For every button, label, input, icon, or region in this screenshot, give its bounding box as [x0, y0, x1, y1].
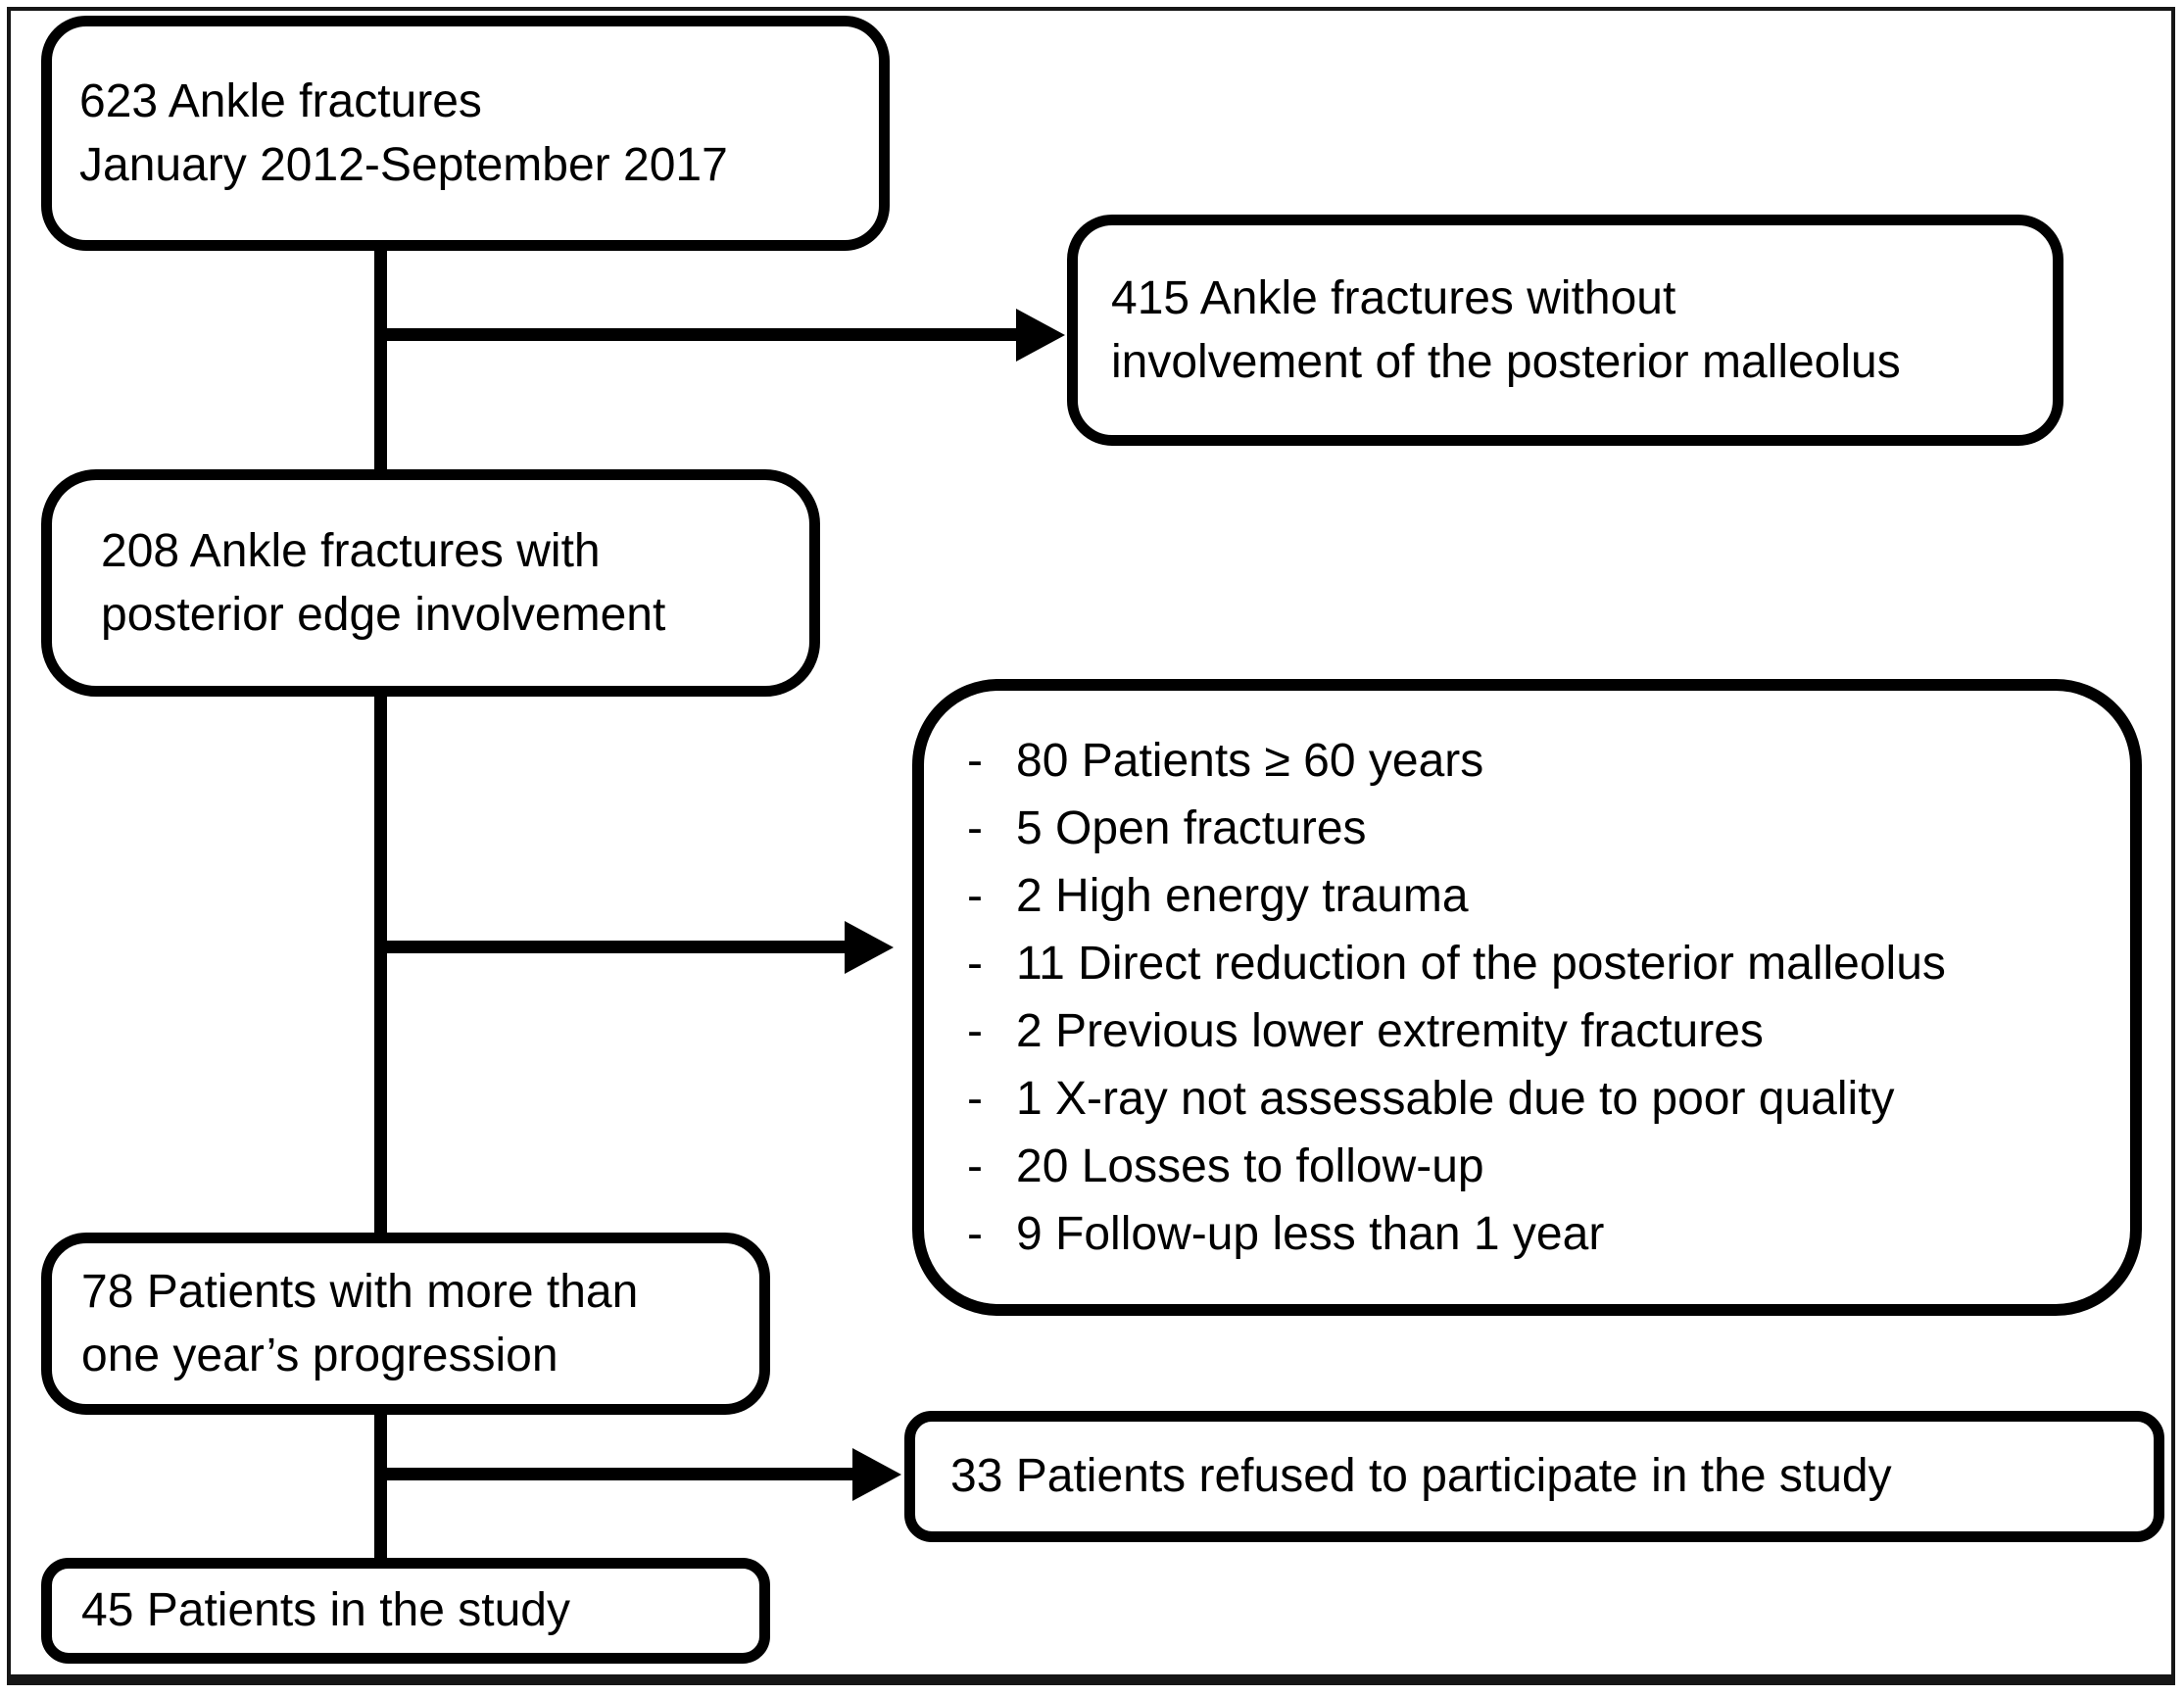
box-posterior-edge-involvement: [41, 469, 820, 697]
horizontal-connector: [374, 328, 1018, 341]
box-text-line: January 2012-September 2017: [79, 139, 728, 191]
exclusion-item-text: 2 High energy trauma: [1016, 870, 1469, 922]
exclusion-item: [967, 727, 2130, 795]
vertical-connector: [374, 1409, 387, 1564]
exclusion-item: [967, 1200, 2130, 1268]
horizontal-connector: [374, 941, 847, 953]
list-dash: -: [967, 735, 983, 787]
box-text-line: 415 Ankle fractures without: [1111, 271, 1676, 324]
exclusion-item-text: 1 X-ray not assessable due to poor quality: [1016, 1073, 1895, 1125]
exclusion-item: [967, 1133, 2130, 1200]
box-text-line: 78 Patients with more than: [81, 1265, 639, 1318]
list-dash: -: [967, 1140, 983, 1192]
arrowhead-icon: [1016, 309, 1065, 362]
exclusion-item-text: 20 Losses to follow-up: [1016, 1140, 1484, 1192]
exclusion-item: [967, 1065, 2130, 1133]
box-text-line: one year’s progression: [81, 1330, 558, 1381]
arrowhead-icon: [845, 921, 894, 974]
exclusion-item: [967, 997, 2130, 1065]
exclusion-item-text: 5 Open fractures: [1016, 802, 1367, 854]
horizontal-connector: [374, 1468, 854, 1480]
exclusion-item: [967, 862, 2130, 930]
box-exclusion-criteria: [912, 679, 2142, 1316]
list-dash: -: [967, 1005, 983, 1057]
exclusion-item: [967, 930, 2130, 997]
exclusion-item: [967, 795, 2130, 862]
vertical-connector: [374, 690, 387, 1238]
list-dash: -: [967, 870, 983, 922]
box-one-year-progression: [41, 1233, 770, 1415]
list-dash: -: [967, 1208, 983, 1260]
arrowhead-icon: [852, 1448, 901, 1501]
exclusion-item-text: 11 Direct reduction of the posterior malleolus: [1016, 938, 1946, 990]
exclusion-item-text: 2 Previous lower extremity fractures: [1016, 1005, 1764, 1057]
exclusion-item-text: 9 Follow-up less than 1 year: [1016, 1208, 1605, 1260]
exclusion-item-text: 80 Patients ≥ 60 years: [1016, 735, 1484, 787]
list-dash: -: [967, 938, 983, 990]
box-text-line: 623 Ankle fractures: [79, 74, 482, 127]
list-dash: -: [967, 802, 983, 854]
box-text-line: 45 Patients in the study: [81, 1584, 570, 1637]
box-text-line: 33 Patients refused to participate in the study: [950, 1450, 1892, 1503]
vertical-connector: [374, 243, 387, 476]
box-refused-participation: [904, 1411, 2164, 1542]
box-text-line: 208 Ankle fractures with: [101, 524, 601, 577]
list-dash: -: [967, 1073, 983, 1125]
box-text-line: posterior edge involvement: [101, 589, 666, 641]
box-excluded-without-posterior-malleolus: [1067, 215, 2063, 446]
box-total-ankle-fractures: [41, 16, 890, 251]
box-patients-in-study: [41, 1558, 770, 1664]
box-text-line: involvement of the posterior malleolus: [1111, 336, 1901, 388]
